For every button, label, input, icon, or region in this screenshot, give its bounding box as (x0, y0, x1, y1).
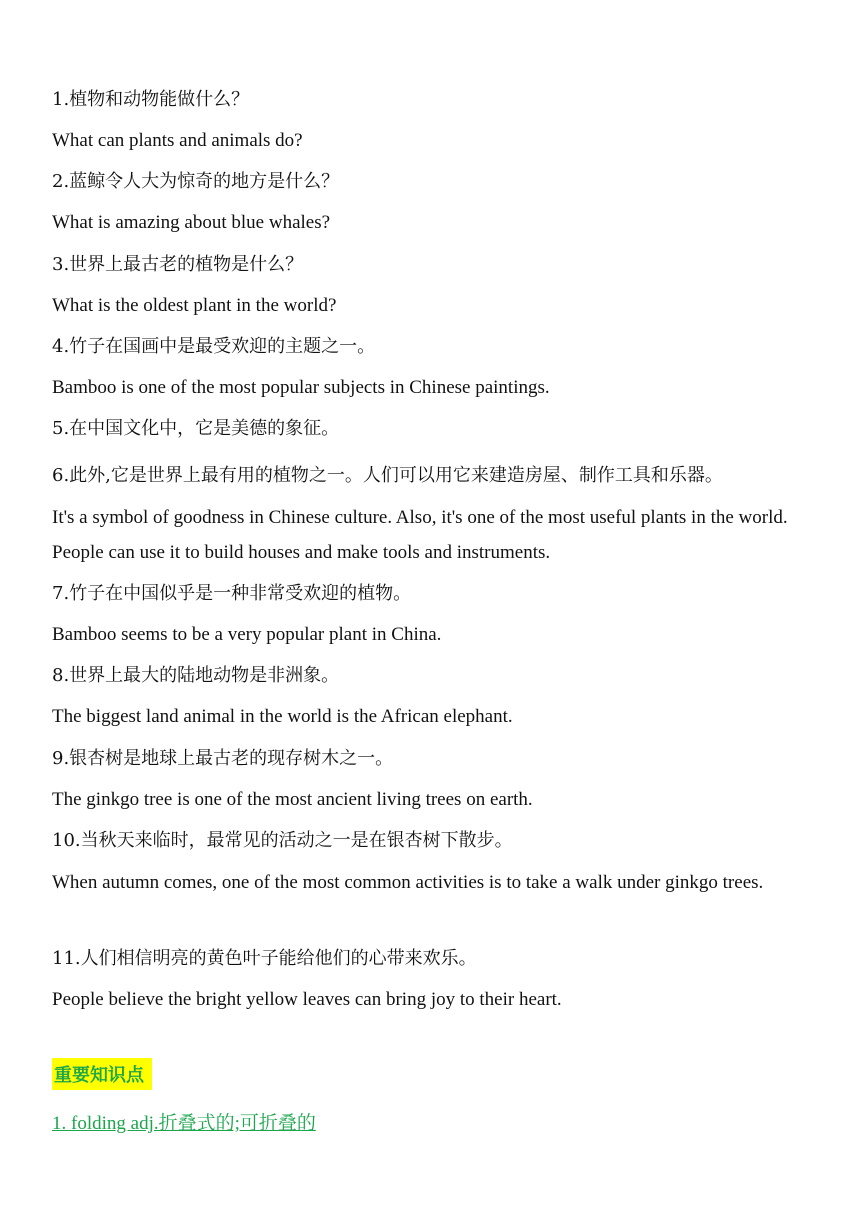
sentence-10-english: When autumn comes, one of the most common activities is to take a walk under ginkgo trees. (52, 872, 764, 893)
question-1-chinese: 1.植物和动物能做什么？ (52, 89, 250, 110)
key-points-heading: 重要知识点 (52, 1058, 152, 1090)
sentence-4-chinese: 4.竹子在国画中是最受欢迎的主题之一。 (52, 336, 376, 357)
sentence-8-english: The biggest land animal in the world is the African elephant. (52, 706, 513, 727)
sentence-5-chinese: 5.在中国文化中，它是美德的象征。 (52, 418, 340, 439)
question-3-chinese: 3.世界上最古老的植物是什么？ (52, 254, 304, 275)
sentence-10-chinese: 10.当秋天来临时，最常见的活动之一是在银杏树下散步。 (52, 830, 513, 851)
sentence-9-english: The ginkgo tree is one of the most ancient living trees on earth. (52, 789, 533, 810)
sentence-5-6-english: It's a symbol of goodness in Chinese culture. Also, it's one of the most useful plants in the world. People can use it to build houses and make tools and instruments. (52, 507, 788, 563)
question-2-english: What is amazing about blue whales? (52, 212, 331, 233)
sentence-7-chinese: 7.竹子在中国似乎是一种非常受欢迎的植物。 (52, 583, 412, 604)
vocab-item-1: 1. folding adj.折叠式的;可折叠的 (52, 1113, 316, 1134)
sentence-7-english: Bamboo seems to be a very popular plant in China. (52, 624, 442, 645)
sentence-8-chinese: 8.世界上最大的陆地动物是非洲象。 (52, 665, 340, 686)
sentence-6-chinese: 6.此外,它是世界上最有用的植物之一。人们可以用它来建造房屋、制作工具和乐器。 (52, 465, 723, 486)
sentence-11-english: People believe the bright yellow leaves can bring joy to their heart. (52, 989, 562, 1010)
question-1-english: What can plants and animals do? (52, 130, 303, 151)
sentence-11-chinese: 11.人们相信明亮的黄色叶子能给他们的心带来欢乐。 (52, 948, 477, 969)
sentence-4-english: Bamboo is one of the most popular subjects in Chinese paintings. (52, 377, 550, 398)
question-2-chinese: 2.蓝鲸令人大为惊奇的地方是什么？ (52, 171, 340, 192)
question-3-english: What is the oldest plant in the world? (52, 295, 337, 316)
sentence-9-chinese: 9.银杏树是地球上最古老的现存树木之一。 (52, 748, 394, 769)
